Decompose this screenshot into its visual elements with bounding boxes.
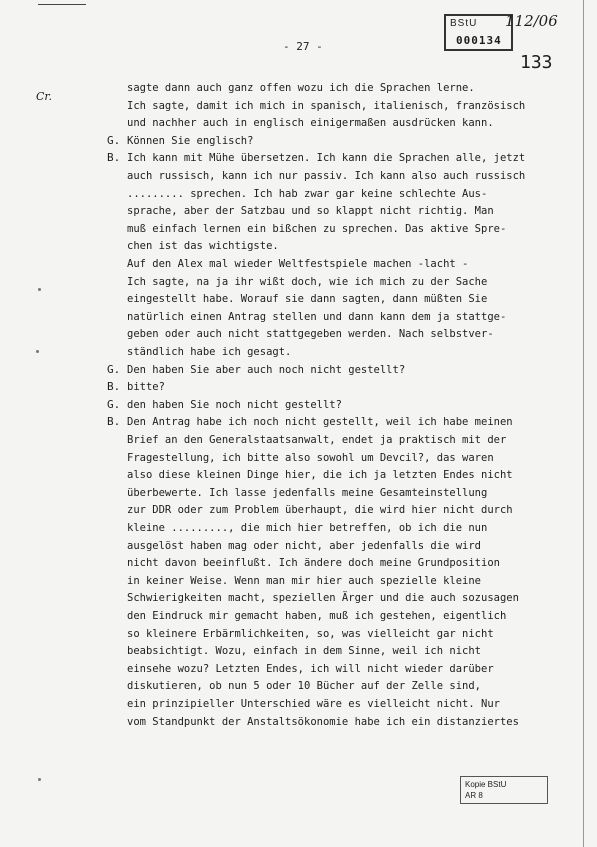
transcript-line: Auf den Alex mal wieder Weltfestspiele machen -lacht -	[127, 258, 469, 270]
speaker-label: B.	[107, 380, 121, 393]
transcript-line: Fragestellung, ich bitte also sowohl um Devcil?, das waren	[127, 452, 494, 464]
handwritten-page-number: 133	[520, 52, 553, 73]
page-edge-line	[583, 0, 584, 847]
transcript-line: so kleinere Erbärmlichkeiten, so, was vielleicht gar nicht	[127, 628, 494, 640]
transcript-line: in keiner Weise. Wenn man mir hier auch spezielle kleine	[127, 575, 482, 587]
transcript-line: ein prinzipieller Unterschied wäre es vielleicht nicht. Nur	[127, 698, 500, 710]
transcript-line: sprache, aber der Satzbau und so klappt nicht richtig. Man	[127, 205, 494, 217]
transcript-line: nicht davon beeinflußt. Ich ändere doch meine Grundposition	[127, 557, 500, 569]
transcript-line: Den Antrag habe ich noch nicht gestellt, weil ich habe meinen	[127, 416, 513, 428]
transcript-line: einsehe wozu? Letzten Endes, ich will nicht wieder darüber	[127, 663, 494, 675]
speaker-label: B.	[107, 415, 121, 428]
transcript-line: muß einfach lernen ein bißchen zu sprechen. Das aktive Spre-	[127, 223, 507, 235]
margin-dot	[36, 350, 39, 353]
transcript-line: kleine ........., die mich hier betreffen, ob ich die nun	[127, 522, 488, 534]
transcript-line: Ich sagte, na ja ihr wißt doch, wie ich mich zu der Sache	[127, 276, 488, 288]
copy-stamp-line1: Kopie BStU	[465, 780, 507, 789]
speaker-label: G.	[107, 398, 121, 411]
copy-stamp	[460, 776, 548, 804]
page-number: - 27 -	[283, 40, 323, 53]
archive-stamp	[444, 14, 513, 51]
transcript-line: Brief an den Generalstaatsanwalt, endet ja praktisch mit der	[127, 434, 507, 446]
transcript-line: bitte?	[127, 381, 165, 393]
transcript-line: zur DDR oder zum Problem überhaupt, die wird hier nicht durch	[127, 504, 513, 516]
margin-dot	[38, 778, 41, 781]
copy-stamp-line2: AR 8	[465, 791, 483, 800]
handwritten-reference: 112/06	[505, 12, 558, 30]
transcript-line: den haben Sie noch nicht gestellt?	[127, 399, 342, 411]
top-margin-mark	[38, 4, 86, 5]
transcript-line: den Eindruck mir gemacht haben, muß ich gestehen, eigentlich	[127, 610, 507, 622]
transcript-line: und nachher auch in englisch einigermaßen ausdrücken kann.	[127, 117, 494, 129]
margin-note: Cr.	[36, 90, 52, 103]
transcript-line: chen ist das wichtigste.	[127, 240, 279, 252]
speaker-label: G.	[107, 134, 121, 147]
transcript-line: Den haben Sie aber auch noch nicht gestellt?	[127, 364, 406, 376]
transcript-line: geben oder auch nicht stattgegeben werden. Nach selbstver-	[127, 328, 494, 340]
transcript-line: diskutieren, ob nun 5 oder 10 Bücher auf der Zelle sind,	[127, 680, 482, 692]
transcript-line: eingestellt habe. Worauf sie dann sagten, dann müßten Sie	[127, 293, 488, 305]
margin-dot	[38, 288, 41, 291]
transcript-line: Ich kann mit Mühe übersetzen. Ich kann die Sprachen alle, jetzt	[127, 152, 526, 164]
transcript-line: ......... sprechen. Ich hab zwar gar keine schlechte Aus-	[127, 188, 488, 200]
transcript-line: auch russisch, kann ich nur passiv. Ich kann also auch russisch	[127, 170, 526, 182]
transcript-line: Schwierigkeiten macht, speziellen Ärger und die auch sozusagen	[127, 592, 519, 604]
transcript-line: überbewerte. Ich lasse jedenfalls meine Gesamteinstellung	[127, 487, 488, 499]
transcript-line: also diese kleinen Dinge hier, die ich ja letzten Endes nicht	[127, 469, 513, 481]
transcript-line: ständlich habe ich gesagt.	[127, 346, 292, 358]
transcript-line: ausgelöst haben mag oder nicht, aber jedenfalls die wird	[127, 540, 482, 552]
stamp-number: 000134	[456, 34, 502, 47]
transcript-line: vom Standpunkt der Anstaltsökonomie habe ich ein distanziertes	[127, 716, 519, 728]
speaker-label: B.	[107, 151, 121, 164]
stamp-label: BStU	[450, 18, 478, 29]
transcript-line: sagte dann auch ganz offen wozu ich die Sprachen lerne.	[127, 82, 475, 94]
transcript-line: Können Sie englisch?	[127, 135, 254, 147]
transcript-line: beabsichtigt. Wozu, einfach in dem Sinne, weil ich nicht	[127, 645, 482, 657]
transcript-line: Ich sagte, damit ich mich in spanisch, italienisch, französisch	[127, 100, 526, 112]
speaker-label: G.	[107, 363, 121, 376]
transcript-line: natürlich einen Antrag stellen und dann kann dem ja stattge-	[127, 311, 507, 323]
